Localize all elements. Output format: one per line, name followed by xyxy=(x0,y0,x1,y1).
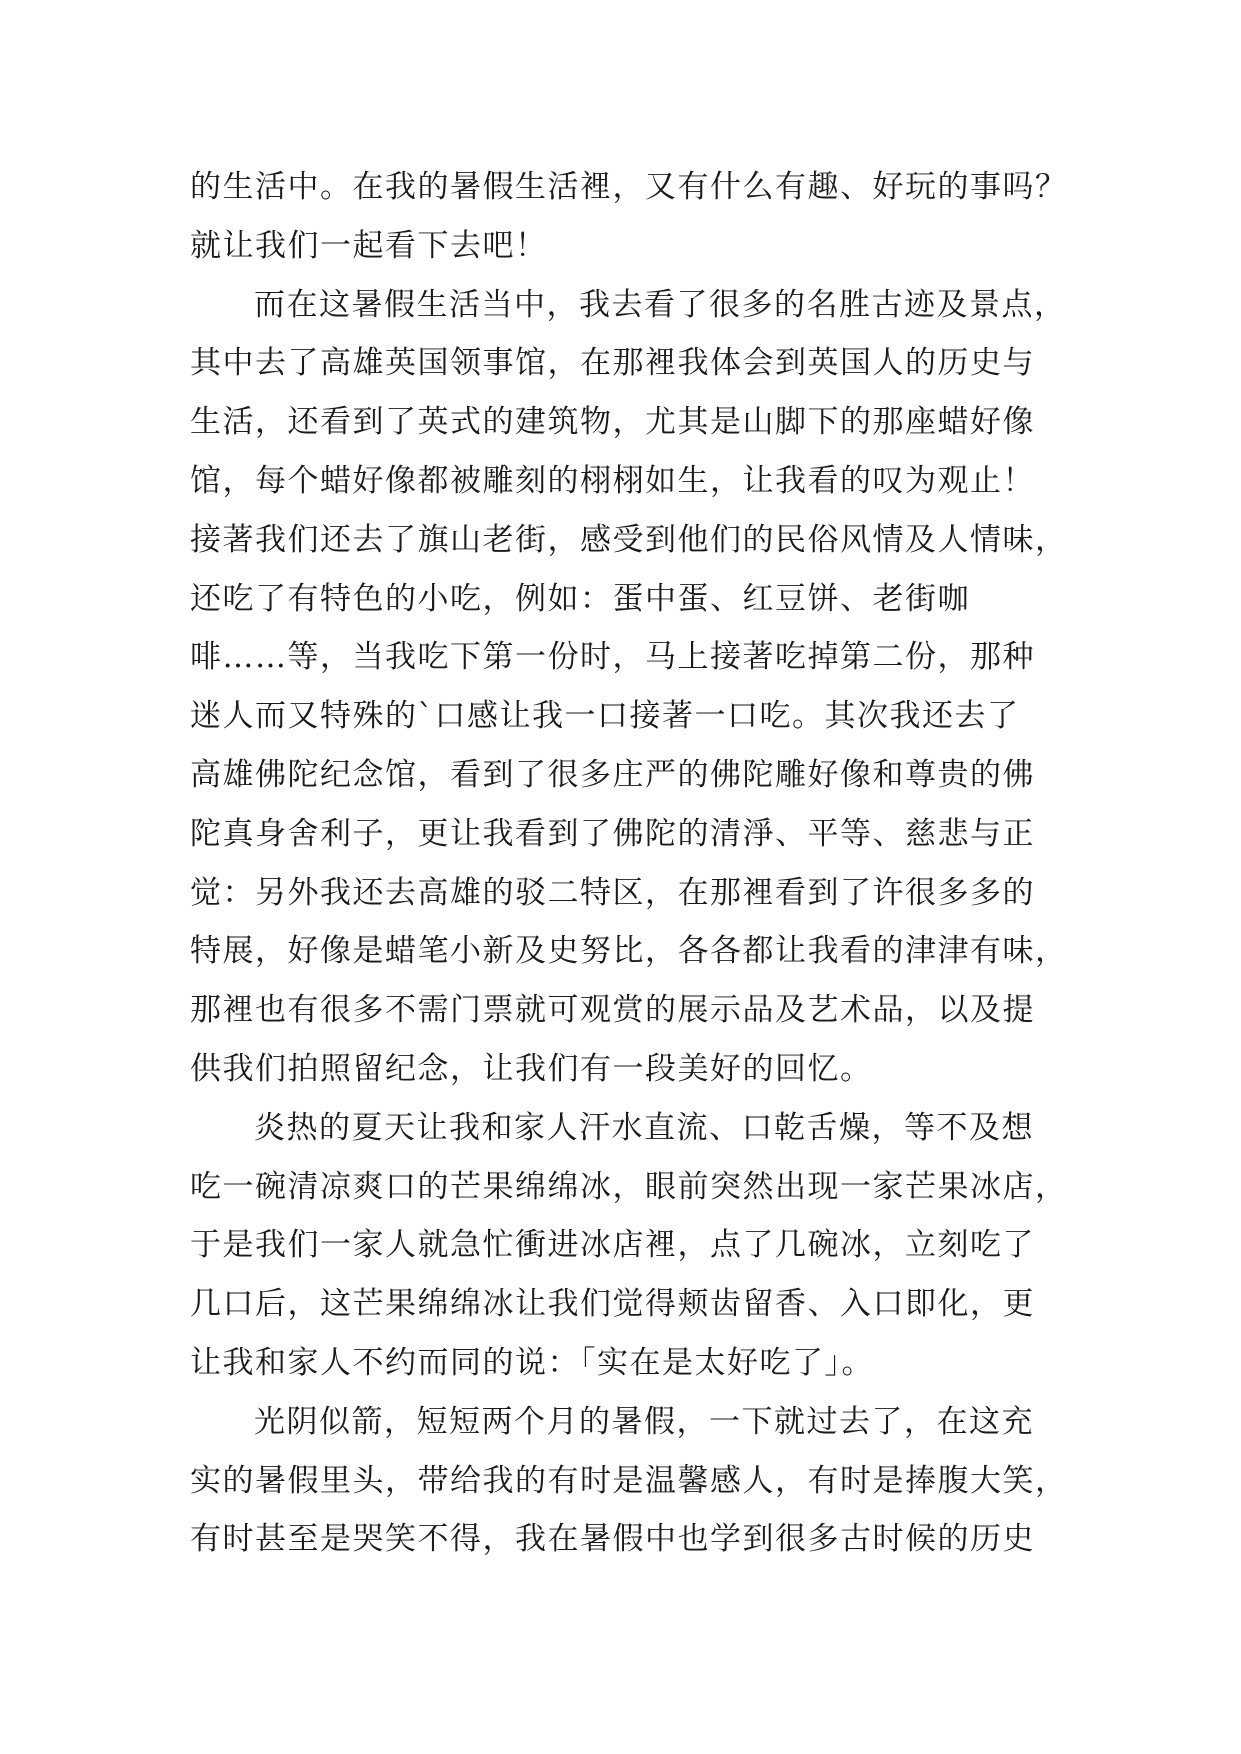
text-line: 那裡也有很多不需门票就可观赏的展示品及艺术品，以及提 xyxy=(190,992,1035,1029)
text-line: 于是我们一家人就急忙衝进冰店裡，点了几碗冰，立刻吃了 xyxy=(190,1227,1035,1264)
paragraph-start-line: 而在这暑假生活当中，我去看了很多的名胜古迹及景点， xyxy=(254,286,1067,323)
text-line: 高雄佛陀纪念馆，看到了很多庄严的佛陀雕好像和尊贵的佛 xyxy=(190,756,1035,793)
text-line: 就让我们一起看下去吧！ xyxy=(190,227,548,264)
text-line: 还吃了有特色的小吃，例如：蛋中蛋、红豆饼、老街咖 xyxy=(190,580,970,617)
text-line: 让我和家人不约而同的说：「实在是太好吃了」。 xyxy=(190,1344,874,1381)
text-line: 有时甚至是哭笑不得，我在暑假中也学到很多古时候的历史 xyxy=(190,1521,1035,1558)
paragraph-start-line: 炎热的夏天让我和家人汗水直流、口乾舌燥，等不及想 xyxy=(254,1109,1034,1146)
text-line: 其中去了高雄英国领事馆，在那裡我体会到英国人的历史与 xyxy=(190,345,1035,382)
text-line: 实的暑假里头，带给我的有时是温馨感人，有时是捧腹大笑， xyxy=(190,1462,1068,1499)
paragraph-start-line: 光阴似箭，短短两个月的暑假，一下就过去了，在这充 xyxy=(254,1403,1034,1440)
essay-text xyxy=(190,158,1070,1569)
text-line: 的生活中。在我的暑假生活裡，又有什么有趣、好玩的事吗？ xyxy=(190,169,1068,205)
text-line: 几口后，这芒果绵绵冰让我们觉得颊齿留香、入口即化，更 xyxy=(190,1286,1035,1323)
text-line: 啡……等，当我吃下第一份时，马上接著吃掉第二份，那种 xyxy=(190,639,1035,676)
text-line: 吃一碗清凉爽口的芒果绵绵冰，眼前突然出现一家芒果冰店， xyxy=(190,1168,1068,1205)
text-line: 接著我们还去了旗山老街，感受到他们的民俗风情及人情味， xyxy=(190,521,1068,558)
text-line: 迷人而又特殊的`口感让我一口接著一口吃。其次我还去了 xyxy=(190,698,1020,735)
text-line: 特展，好像是蜡笔小新及史努比，各各都让我看的津津有味， xyxy=(190,933,1068,970)
text-line: 生活，还看到了英式的建筑物，尤其是山脚下的那座蜡好像 xyxy=(190,404,1035,441)
text-line: 觉：另外我还去高雄的驳二特区，在那裡看到了许很多多的 xyxy=(190,874,1035,911)
text-line: 供我们拍照留纪念，让我们有一段美好的回忆。 xyxy=(190,1050,873,1087)
text-line: 陀真身舍利子，更让我看到了佛陀的清淨、平等、慈悲与正 xyxy=(190,815,1035,852)
text-line: 馆，每个蜡好像都被雕刻的栩栩如生，让我看的叹为观止！ xyxy=(190,462,1035,499)
